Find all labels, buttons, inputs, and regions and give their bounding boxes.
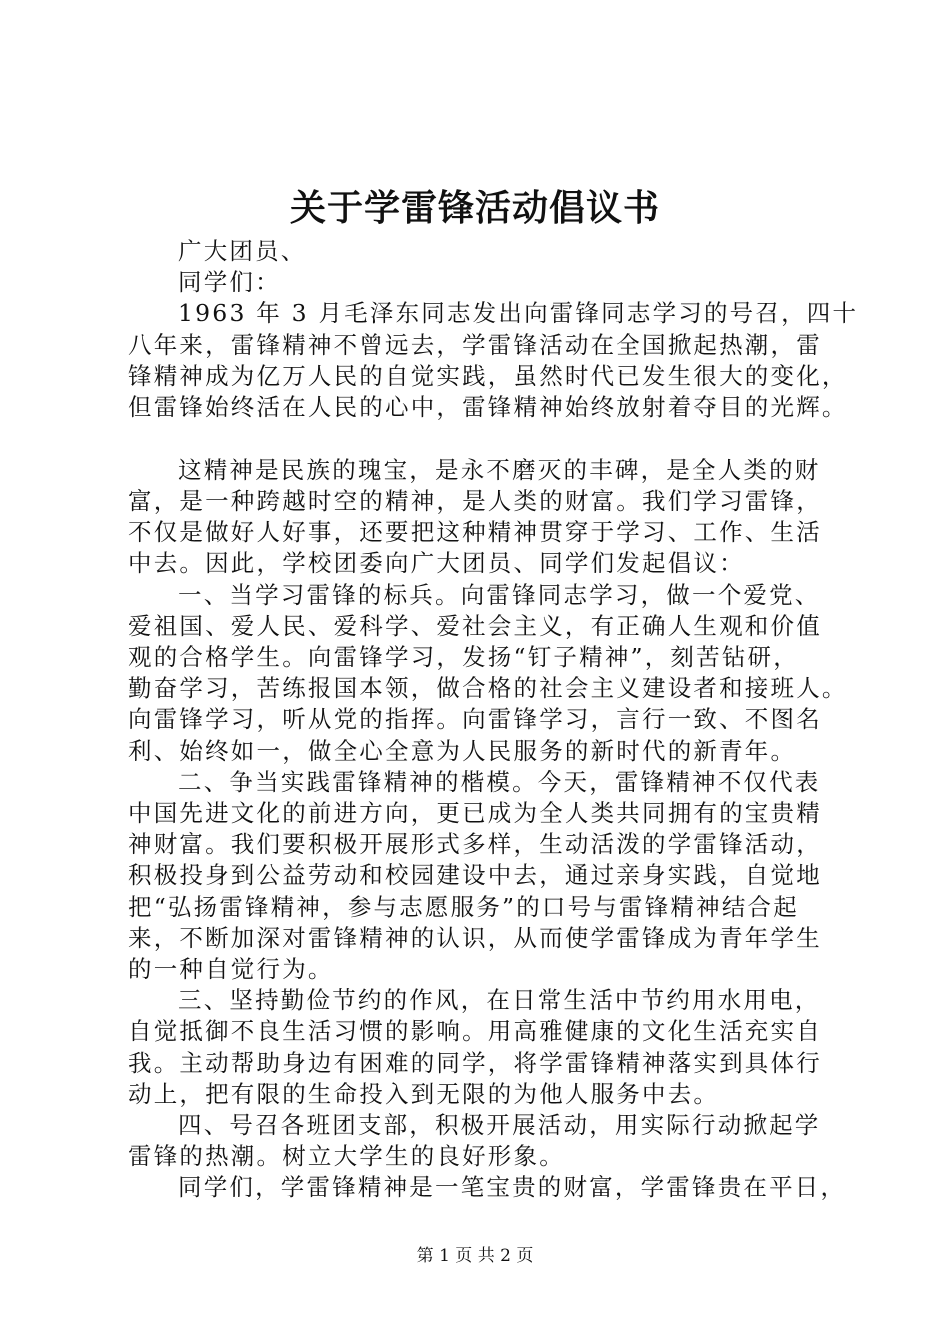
paragraph-line: 雷锋的热潮。树立大学生的良好形象。	[128, 1142, 565, 1171]
greeting-line: 广大团员、	[178, 237, 307, 265]
paragraph-line: 动上，把有限的生命投入到无限的为他人服务中去。	[128, 1079, 720, 1108]
paragraph-line: 的一种自觉行为。	[128, 954, 334, 983]
paragraph-1	[128, 298, 859, 423]
paragraph-2	[128, 455, 834, 580]
paragraph-line: 利、始终如一，做全心全意为人民服务的新时代的新青年。	[128, 736, 797, 765]
paragraph-spacer	[128, 423, 834, 455]
document-title: 关于学雷锋活动倡议书	[289, 187, 660, 229]
paragraph-line: 二、争当实践雷锋精神的楷模。今天，雷锋精神不仅代表	[178, 767, 821, 796]
paragraph-line: 中去。因此，学校团委向广大团员、同学们发起倡议：	[128, 549, 745, 578]
paragraph-6	[128, 1110, 834, 1172]
paragraph-line: 锋精神成为亿万人民的自觉实践，虽然时代已发生很大的变化，	[128, 361, 848, 390]
paragraph-line: 来，不断加深对雷锋精神的认识，从而使学雷锋成为青年学生	[128, 923, 822, 952]
paragraph-line: 一、当学习雷锋的标兵。向雷锋同志学习，做一个爱党、	[178, 580, 821, 609]
paragraph-5	[128, 985, 834, 1110]
paragraph-line: 积极投身到公益劳动和校园建设中去，通过亲身实践，自觉地	[128, 861, 822, 890]
greeting-line: 同学们：	[178, 268, 281, 297]
paragraph-3	[128, 580, 848, 767]
paragraph-4	[128, 767, 834, 985]
page-footer: 第 1 页 共 2 页	[416, 1246, 534, 1266]
paragraph-line: 自觉抵御不良生活习惯的影响。用高雅健康的文化生活充实自	[128, 1017, 822, 1046]
paragraph-line: 三、坚持勤俭节约的作风，在日常生活中节约用水用电，	[178, 986, 821, 1015]
paragraph-line: 不仅是做好人好事，还要把这种精神贯穿于学习、工作、生活	[128, 518, 822, 547]
paragraph-line: 四、号召各班团支部，积极开展活动，用实际行动掀起学	[178, 1110, 821, 1139]
paragraph-line: 神财富。我们要积极开展形式多样，生动活泼的学雷锋活动，	[128, 830, 822, 859]
paragraph-7	[128, 1172, 847, 1203]
paragraph-line: 这精神是民族的瑰宝，是永不磨灭的丰碑，是全人类的财	[178, 455, 821, 484]
paragraph-line: 八年来，雷锋精神不曾远去，学雷锋活动在全国掀起热潮，雷	[128, 330, 822, 359]
paragraph-line: 观的合格学生。向雷锋学习，发扬“钉子精神”，刻苦钻研，	[128, 642, 799, 671]
paragraph-line: 同学们，学雷锋精神是一笔宝贵的财富，学雷锋贵在平日，	[178, 1173, 847, 1202]
paragraph-line: 把“弘扬雷锋精神，参与志愿服务”的口号与雷锋精神结合起	[128, 892, 799, 921]
paragraph-line: 富，是一种跨越时空的精神，是人类的财富。我们学习雷锋，	[128, 486, 822, 515]
paragraph-line: 中国先进文化的前进方向，更已成为全人类共同拥有的宝贵精	[128, 798, 822, 827]
paragraph-line: 1963 年 3 月毛泽东同志发出向雷锋同志学习的号召，四十	[178, 299, 859, 328]
paragraph-line: 我。主动帮助身边有困难的同学，将学雷锋精神落实到具体行	[128, 1048, 822, 1077]
paragraph-line: 但雷锋始终活在人民的心中，雷锋精神始终放射着夺目的光辉。	[128, 393, 848, 422]
paragraph-line: 勤奋学习，苦练报国本领，做合格的社会主义建设者和接班人。	[128, 674, 848, 703]
paragraph-line: 向雷锋学习，听从党的指挥。向雷锋学习，言行一致、不图名	[128, 705, 822, 734]
document-body	[128, 236, 859, 1204]
paragraph-line: 爱祖国、爱人民、爱科学、爱社会主义，有正确人生观和价值	[128, 611, 822, 640]
